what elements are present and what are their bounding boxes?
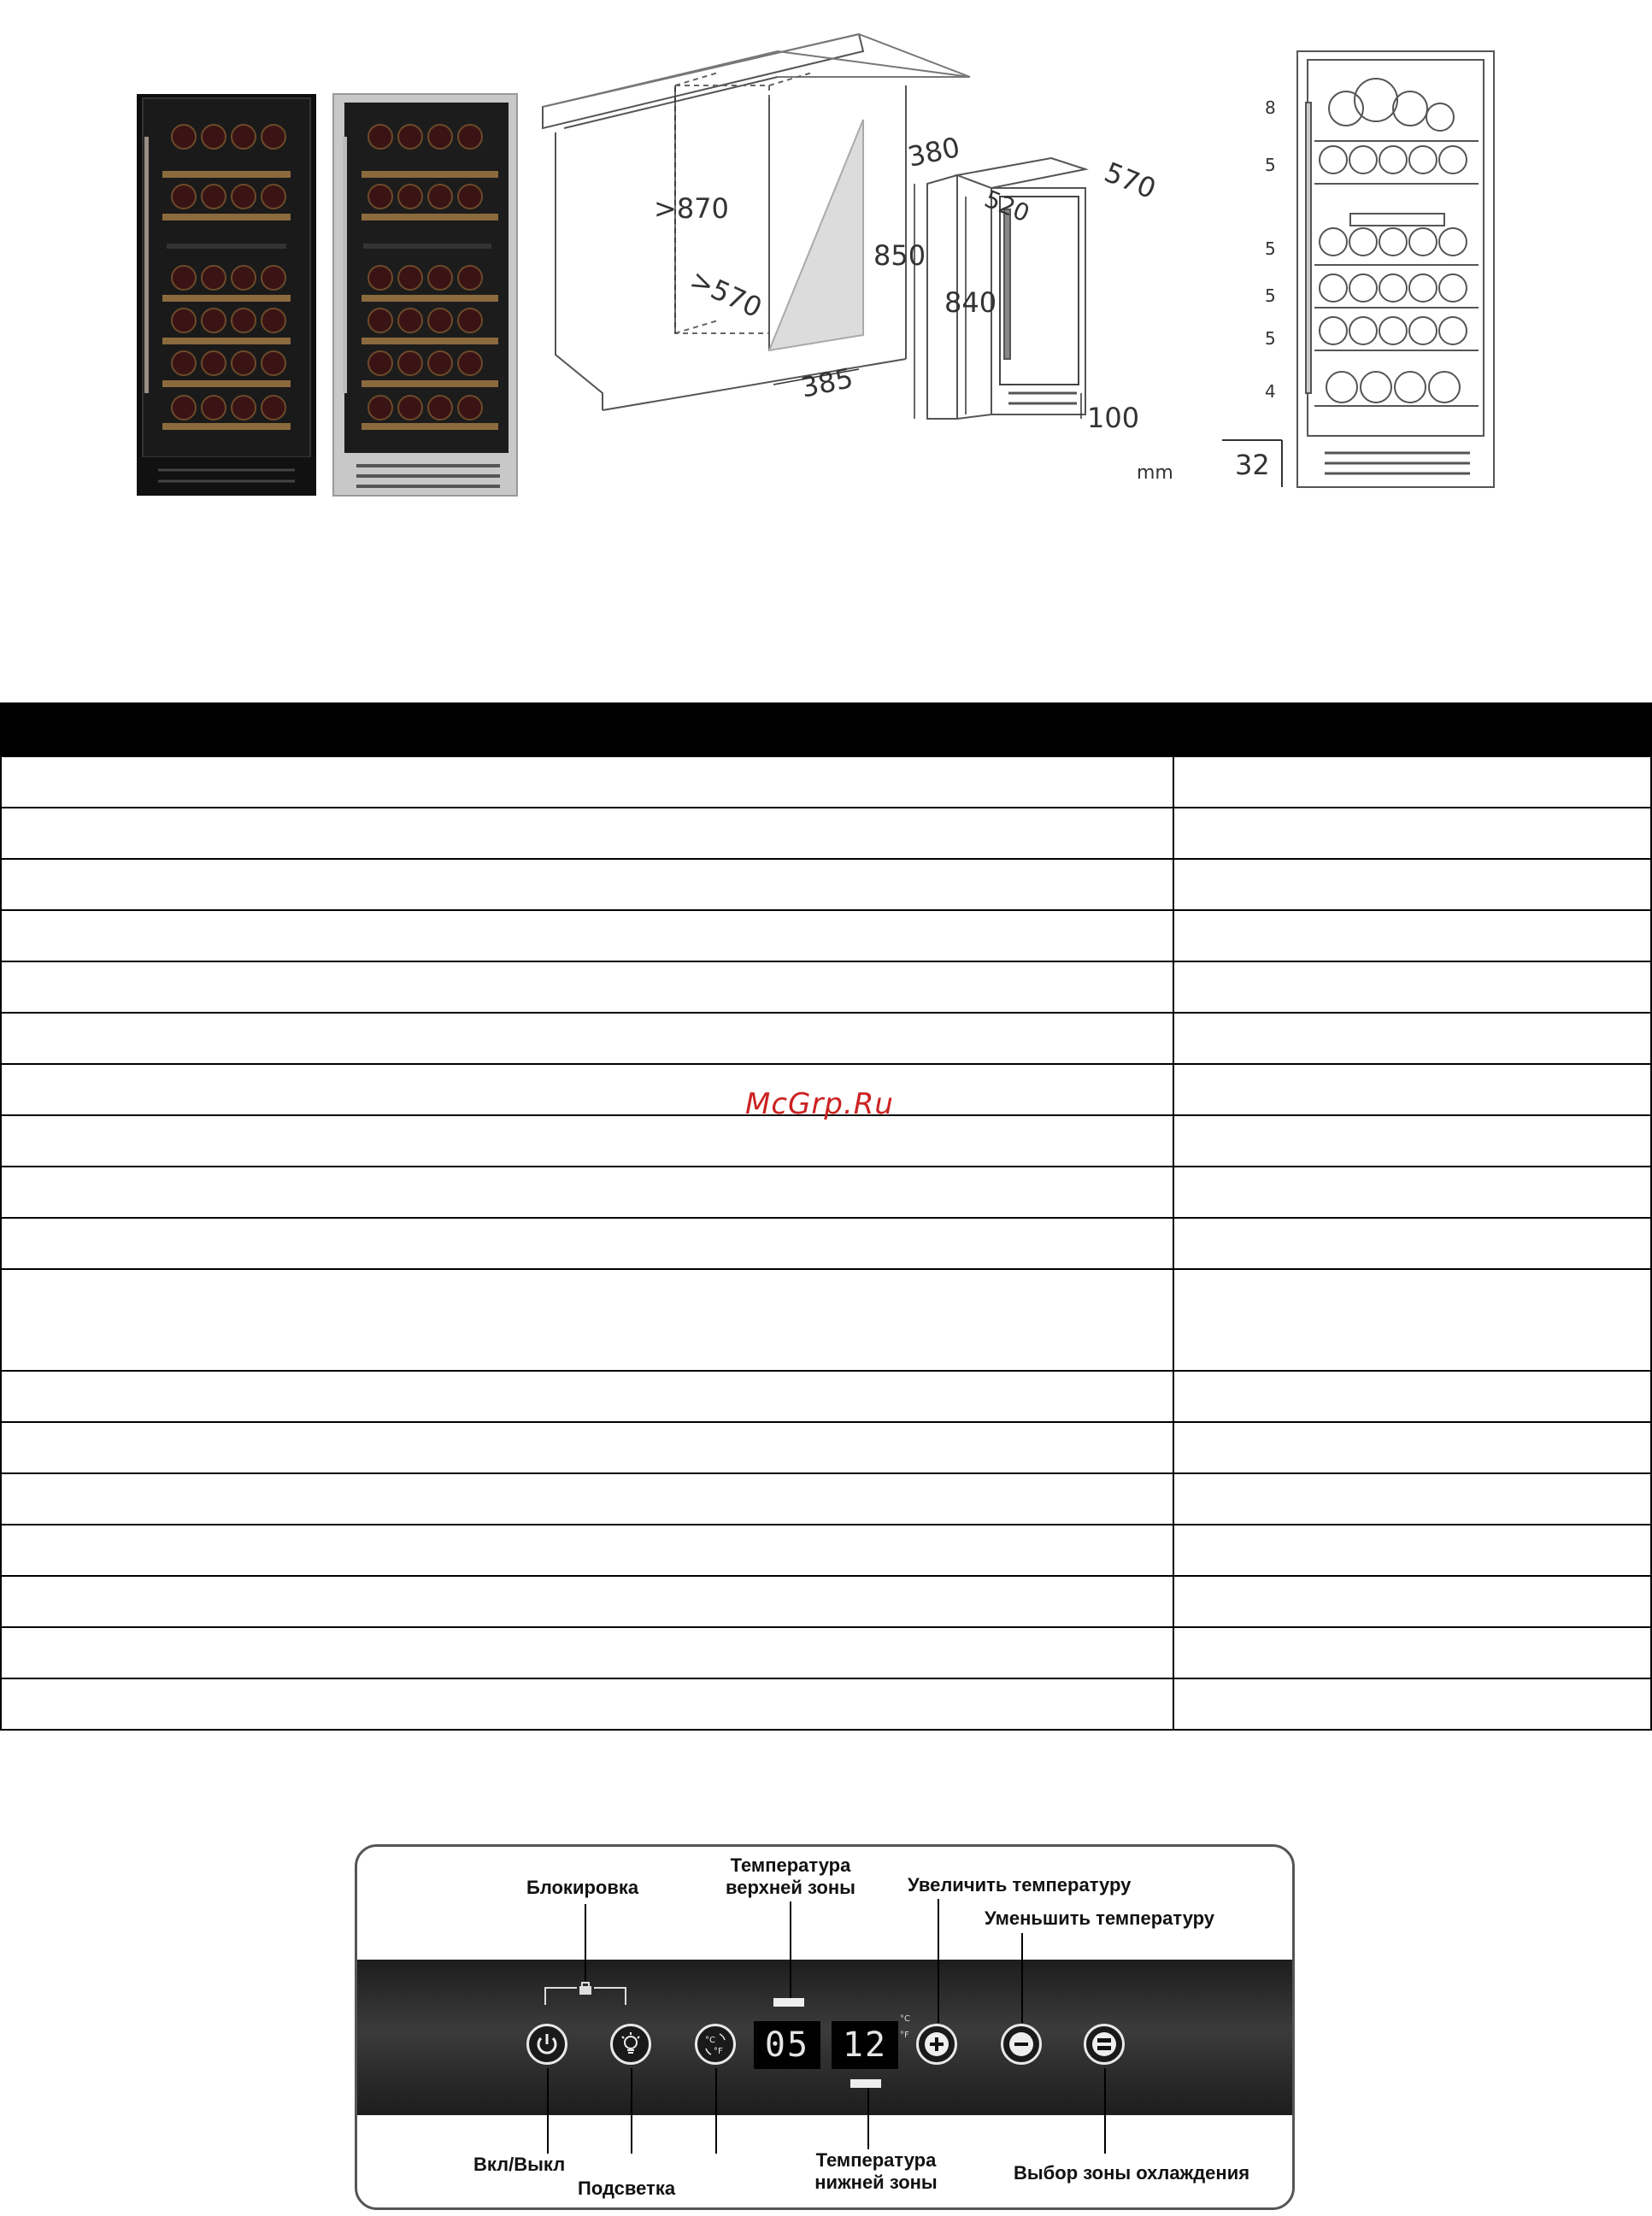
shelf-count-1: 8 — [1265, 97, 1276, 118]
table-row — [1, 1525, 1651, 1576]
table-row — [1, 1473, 1651, 1525]
installation-dimensions-drawing — [538, 17, 1222, 496]
svg-text:°F: °F — [714, 2047, 723, 2056]
cooling-zone-icon — [1086, 2026, 1122, 2062]
label-increase-temp: Увеличить температуру — [908, 1874, 1132, 1896]
shelf-count-4: 5 — [1265, 285, 1276, 306]
product-photos — [132, 90, 521, 500]
upper-zone-indicator-icon — [773, 1998, 804, 2007]
shelf-count-2: 5 — [1265, 155, 1276, 175]
table-row — [1, 808, 1651, 859]
table-row — [1, 1013, 1651, 1064]
table-row — [1, 961, 1651, 1013]
table-row — [1, 1167, 1651, 1218]
unit-toggle-button[interactable] — [695, 2024, 736, 2065]
spec-table — [0, 755, 1652, 1731]
svg-text:°C: °C — [705, 2036, 715, 2045]
label-upper-zone-temp: Температура верхней зоны — [726, 1855, 855, 1898]
label-lower-zone-temp: Температура нижней зоны — [814, 2149, 938, 2193]
leader-lower-zone — [867, 2085, 869, 2149]
power-button[interactable] — [526, 2024, 567, 2065]
table-row — [1, 1371, 1651, 1422]
table-row — [1, 1422, 1651, 1473]
decrease-temp-button[interactable] — [1001, 2024, 1042, 2065]
dim-appliance-height-max: 850 — [873, 239, 926, 272]
shelf-layout-drawing — [1214, 47, 1521, 496]
lower-zone-display: 12 — [832, 2021, 898, 2069]
wine-cooler-stainless — [333, 94, 517, 496]
spec-table-header — [0, 702, 1652, 755]
watermark: McGrp.Ru — [745, 1087, 894, 1121]
shelf-count-6: 4 — [1265, 381, 1276, 402]
dim-appliance-width: 380 — [904, 130, 963, 173]
table-row — [1, 1269, 1651, 1371]
lightbulb-icon — [613, 2026, 649, 2062]
label-lock: Блокировка — [526, 1877, 639, 1898]
table-row — [1, 1115, 1651, 1167]
table-row — [1, 1218, 1651, 1269]
wine-cooler-black — [137, 94, 316, 496]
label-decrease-temp: Уменьшить температуру — [985, 1907, 1215, 1929]
dim-niche-width: 385 — [797, 361, 856, 404]
celsius-fahrenheit-icon — [697, 2026, 733, 2062]
leader-zone-select — [1104, 2068, 1106, 2154]
shelf-count-3: 5 — [1265, 238, 1276, 259]
label-zone-select: Выбор зоны охлаждения — [1014, 2162, 1250, 2184]
leader-unit — [715, 2068, 717, 2154]
increase-temp-button[interactable] — [916, 2024, 957, 2065]
dim-unit: mm — [1137, 462, 1173, 484]
upper-zone-display: 05 — [754, 2021, 820, 2069]
label-light: Подсветка — [578, 2178, 676, 2199]
leader-lock — [585, 1904, 586, 1981]
lock-bracket-icon — [538, 1981, 632, 2007]
unit-fahrenheit-label: °F — [900, 2031, 909, 2040]
table-row — [1, 1576, 1651, 1627]
shelf-count-5: 5 — [1265, 328, 1276, 349]
leader-power — [547, 2068, 549, 2154]
dim-niche-height: >870 — [654, 192, 729, 225]
dim-appliance-height-min: 840 — [944, 286, 997, 319]
control-panel-strip — [357, 1960, 1292, 2115]
light-button[interactable] — [610, 2024, 651, 2065]
leader-light — [631, 2068, 632, 2154]
unit-celsius-label: °C — [900, 2014, 910, 2024]
table-row — [1, 1678, 1651, 1730]
dim-door-gap: 32 — [1235, 449, 1270, 481]
lower-zone-indicator-icon — [850, 2079, 881, 2088]
dim-appliance-depth-body: 520 — [980, 184, 1034, 228]
plus-icon — [919, 2026, 955, 2062]
dim-niche-depth: >570 — [685, 262, 767, 325]
leader-increase — [938, 1899, 939, 2023]
zone-select-button[interactable] — [1084, 2024, 1125, 2065]
minus-icon — [1003, 2026, 1039, 2062]
leader-decrease — [1021, 1933, 1023, 2023]
power-icon — [529, 2026, 565, 2062]
dim-plinth: 100 — [1087, 402, 1140, 434]
leader-upper-zone — [790, 1902, 791, 2000]
table-row — [1, 859, 1651, 910]
table-row — [1, 1627, 1651, 1678]
table-row — [1, 756, 1651, 808]
label-power: Вкл/Выкл — [473, 2154, 566, 2175]
dim-appliance-depth-total: 570 — [1100, 156, 1161, 206]
table-row — [1, 910, 1651, 961]
